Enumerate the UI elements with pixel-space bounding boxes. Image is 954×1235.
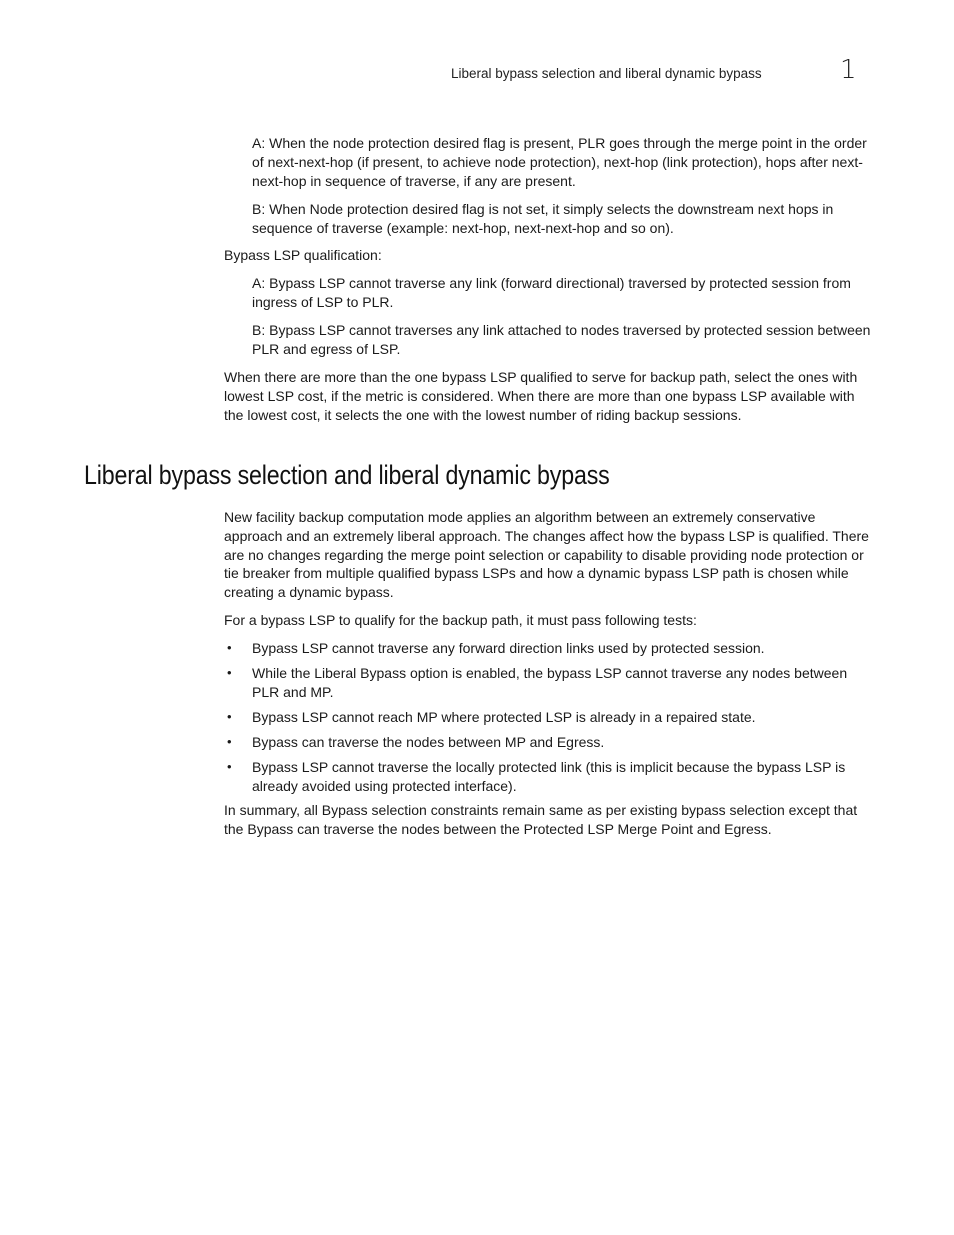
bullet-icon: • <box>227 758 232 774</box>
list-item-text: Bypass LSP cannot traverse any forward direction links used by protected session. <box>252 640 765 656</box>
list-item-text: Bypass can traverse the nodes between MP and Egress. <box>252 733 605 750</box>
section-heading: Liberal bypass selection and liberal dynamic bypass <box>84 460 610 490</box>
bullet-icon: • <box>227 664 232 680</box>
merge-point-option-a: A: When the node protection desired flag is present, PLR goes through the merge point in the order of next-next-hop (if present, to achieve node protection), next-hop (link protection), hops after next-next-hop in sequence of traverse, if any are present. <box>252 135 867 189</box>
qualification-tests-list <box>224 639 876 802</box>
bullet-icon: • <box>227 640 232 655</box>
list-item-text: Bypass LSP cannot traverse the locally protected link (this is implicit because the bypass LSP is already avoided using protected interface). <box>252 758 846 794</box>
summary-paragraph: In summary, all Bypass selection constraints remain same as per existing bypass selection except that the Bypass can traverse the nodes between the Protected LSP Merge Point and Egress. <box>224 802 858 837</box>
list-item <box>224 664 876 702</box>
list-item-text: While the Liberal Bypass option is enabled, the bypass LSP cannot traverse any nodes between PLR and MP. <box>252 664 848 700</box>
list-item-text: Bypass LSP cannot reach MP where protected LSP is already in a repaired state. <box>252 708 756 725</box>
bullet-icon: • <box>227 708 232 724</box>
running-header-title: Liberal bypass selection and liberal dynamic bypass <box>451 66 762 81</box>
list-item <box>224 733 876 752</box>
qualification-tests-intro: For a bypass LSP to qualify for the backup path, it must pass following tests: <box>224 612 697 628</box>
tie-breaker-paragraph: When there are more than the one bypass LSP qualified to serve for backup path, select the ones with lowest LSP cost, if the metric is considered. When there are more than one bypass LSP available with the lowest cost, it selects the one with the lowest number of riding backup sessions. <box>224 369 858 423</box>
list-item <box>224 639 876 658</box>
chapter-number: 1 <box>840 55 857 85</box>
list-item <box>224 758 876 796</box>
list-item <box>224 708 876 727</box>
qualification-option-b: B: Bypass LSP cannot traverses any link attached to nodes traversed by protected session between PLR and egress of LSP. <box>252 322 871 357</box>
section-intro-paragraph: New facility backup computation mode applies an algorithm between an extremely conservative approach and an extremely liberal approach. The changes affect how the bypass LSP is qualified. There are no changes regarding the merge point selection or capability to disable providing node protection or tie breaker from multiple qualified bypass LSPs and how a dynamic bypass LSP path is chosen while creating a dynamic bypass. <box>224 509 869 601</box>
qualification-option-a: A: Bypass LSP cannot traverse any link (forward directional) traversed by protected session from ingress of LSP to PLR. <box>252 275 851 310</box>
bullet-icon: • <box>227 733 232 749</box>
qualification-label: Bypass LSP qualification: <box>224 247 382 263</box>
merge-point-option-b: B: When Node protection desired flag is not set, it simply selects the downstream next hops in sequence of traverse (example: next-hop, next-next-hop and so on). <box>252 201 834 236</box>
